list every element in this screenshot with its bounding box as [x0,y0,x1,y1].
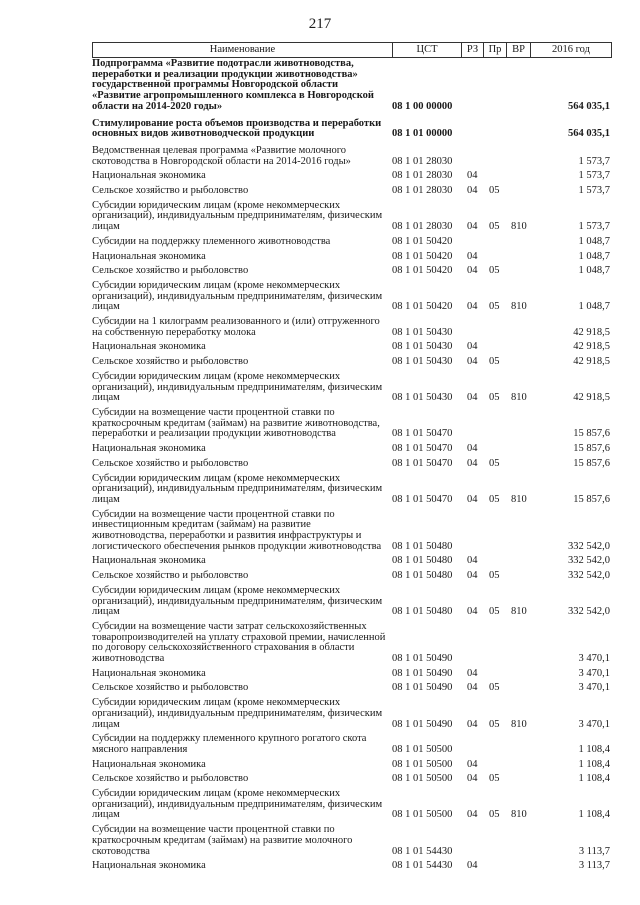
row-name: Подпрограмма «Развитие подотрасли животноводства, переработки и реализации продукции животноводства» государственной программы Новгородской области «Развитие агропромышленного комплекса в Новгородской области на 2014-2020 годы» [92,58,374,112]
row-rz: 04 [467,356,478,368]
row-amount: 3 113,7 [578,845,610,857]
row-amount: 15 857,6 [573,457,610,469]
row-cst: 08 1 01 00000 [392,128,453,140]
row-amount: 1 573,7 [578,221,610,233]
row-rz: 04 [467,265,478,277]
row-cst: 08 1 01 50500 [392,758,453,770]
row-rz: 04 [467,170,478,182]
row-vr: 810 [511,221,527,233]
row-pr: 05 [489,493,500,505]
row-vr: 810 [511,301,527,313]
row-cst: 08 1 01 50430 [392,392,453,404]
row-cst: 08 1 01 50420 [392,265,453,277]
row-name: Национальная экономика [92,555,206,567]
row-name: Субсидии на поддержку племенного крупного рогатого скота мясного направления [92,733,367,755]
row-amount: 332 542,0 [568,606,610,618]
row-name: Субсидии на поддержку племенного животноводства [92,235,331,247]
row-amount: 3 470,1 [578,718,610,730]
table-row [92,556,610,567]
row-cst: 08 1 01 28030 [392,155,453,167]
table-row [92,186,610,197]
row-name: Сельское хозяйство и рыболовство [92,682,249,694]
header-pr: Пр [484,43,507,57]
row-amount: 42 918,5 [573,341,610,353]
row-amount: 1 048,7 [578,301,610,313]
row-vr: 810 [511,606,527,618]
row-rz: 04 [467,606,478,618]
table-row [92,59,610,113]
row-name: Субсидии юридическим лицам (кроме некоммерческих организаций), индивидуальным предпринимателям, физическим лицам [92,370,383,404]
row-rz: 04 [467,493,478,505]
table-row [92,774,610,785]
row-amount: 1 108,4 [578,773,610,785]
row-rz: 04 [467,860,478,872]
row-rz: 04 [467,392,478,404]
table-row [92,444,610,455]
row-name: Субсидии юридическим лицам (кроме некоммерческих организаций), индивидуальным предпринимателям, физическим лицам [92,697,383,730]
row-rz: 04 [467,773,478,785]
table-row [92,698,610,730]
table-row [92,171,610,182]
row-name: Национальная экономика [92,443,206,455]
table-row [92,622,610,665]
row-amount: 1 573,7 [578,155,610,167]
row-vr: 810 [511,493,527,505]
row-amount: 3 470,1 [578,682,610,694]
row-amount: 332 542,0 [568,570,610,582]
table-row [92,357,610,368]
row-rz: 04 [467,667,478,679]
row-cst: 08 1 01 54430 [392,860,453,872]
row-cst: 08 1 01 50500 [392,809,453,821]
table-row [92,760,610,771]
table-row [92,734,610,755]
table-row [92,789,610,821]
header-vr: ВР [507,43,531,57]
row-name: Субсидии юридическим лицам (кроме некоммерческих организаций), индивидуальным предпринимателям, физическим лицам [92,788,383,821]
row-name: Национальная экономика [92,170,206,182]
row-vr: 810 [511,809,527,821]
table-row [92,825,610,857]
table-row [92,266,610,277]
header-year: 2016 год [552,44,590,55]
row-amount: 15 857,6 [573,493,610,505]
row-vr: 810 [511,392,527,404]
row-rz: 04 [467,570,478,582]
row-pr: 05 [489,718,500,730]
row-cst: 08 1 01 50490 [392,653,453,665]
row-name: Субсидии юридическим лицам (кроме некоммерческих организаций), индивидуальным предпринимателям, физическим лицам [92,199,383,233]
row-name: Ведомственная целевая программа «Развитие молочного скотоводства в Новгородской области на 2014-2016 годы» [92,144,351,167]
row-cst: 08 1 01 50430 [392,356,453,368]
row-amount: 3 113,7 [578,860,610,872]
row-cst: 08 1 01 50470 [392,443,453,455]
row-rz: 04 [467,555,478,567]
row-amount: 1 048,7 [578,265,610,277]
row-pr: 05 [489,301,500,313]
row-name: Субсидии на возмещение части процентной ставки по инвестиционным кредитам (займам) на развитие животноводства, переработки и развития инфраструктуры и логистического обеспечения рынков продукции животноводства [92,508,382,552]
row-cst: 08 1 01 50490 [392,667,453,679]
row-cst: 08 1 01 28030 [392,221,453,233]
row-name: Сельское хозяйство и рыболовство [92,265,249,277]
table-header [92,42,612,58]
row-cst: 08 1 01 50430 [392,341,453,353]
table-row [92,510,610,553]
row-amount: 1 108,4 [578,743,610,755]
table-body [92,59,610,876]
row-name: Национальная экономика [92,341,206,353]
row-pr: 05 [489,809,500,821]
row-cst: 08 1 01 50480 [392,606,453,618]
row-pr: 05 [489,570,500,582]
row-rz: 04 [467,682,478,694]
row-rz: 04 [467,221,478,233]
table-row [92,861,610,872]
row-name: Субсидии юридическим лицам (кроме некоммерческих организаций), индивидуальным предпринимателям, физическим лицам [92,279,383,313]
row-cst: 08 1 01 28030 [392,170,453,182]
table-row [92,237,610,248]
row-cst: 08 1 01 50420 [392,235,453,247]
table-row [92,459,610,470]
row-name: Сельское хозяйство и рыболовство [92,570,249,582]
row-cst: 08 1 01 50480 [392,570,453,582]
row-amount: 3 470,1 [578,667,610,679]
row-cst: 08 1 01 50500 [392,773,453,785]
row-name: Национальная экономика [92,860,206,872]
row-pr: 05 [489,773,500,785]
row-name: Субсидии на 1 килограмм реализованного и (или) отгруженного на собственную переработку молока [92,316,380,338]
row-rz: 04 [467,185,478,197]
row-cst: 08 1 01 50420 [392,301,453,313]
row-rz: 04 [467,301,478,313]
row-amount: 42 918,5 [573,356,610,368]
table-row [92,119,610,140]
table-row [92,252,610,263]
row-pr: 05 [489,221,500,233]
row-cst: 08 1 01 50420 [392,250,453,262]
row-name: Субсидии юридическим лицам (кроме некоммерческих организаций), индивидуальным предпринимателям, физическим лицам [92,472,383,505]
row-amount: 564 035,1 [568,100,610,112]
row-amount: 1 108,4 [578,758,610,770]
table-row [92,281,610,313]
row-cst: 08 1 01 50470 [392,493,453,505]
row-amount: 1 048,7 [578,235,610,247]
row-name: Субсидии юридическим лицам (кроме некоммерческих организаций), индивидуальным предпринимателям, физическим лицам [92,584,383,618]
row-amount: 15 857,6 [573,443,610,455]
page-number: 217 [308,16,332,32]
row-rz: 04 [467,250,478,262]
row-amount: 15 857,6 [573,428,610,440]
row-cst: 08 1 00 00000 [392,100,453,112]
row-rz: 04 [467,443,478,455]
row-name: Сельское хозяйство и рыболовство [92,185,249,197]
table-row [92,317,610,338]
row-name: Сельское хозяйство и рыболовство [92,773,249,785]
row-amount: 1 108,4 [578,809,610,821]
table-row [92,683,610,694]
table-row [92,669,610,680]
row-pr: 05 [489,392,500,404]
row-rz: 04 [467,457,478,469]
row-name: Субсидии на возмещение части процентной ставки по краткосрочным кредитам (займам) на развитие животноводства, переработки и реализации продукции животноводства [92,406,380,440]
table-row [92,586,610,618]
table-row [92,146,610,167]
row-amount: 1 573,7 [578,185,610,197]
row-pr: 05 [489,606,500,618]
row-rz: 04 [467,809,478,821]
row-cst: 08 1 01 50470 [392,428,453,440]
row-pr: 05 [489,185,500,197]
table-row [92,372,610,404]
row-amount: 3 470,1 [578,653,610,665]
table-row [92,571,610,582]
row-name: Национальная экономика [92,667,206,679]
row-cst: 08 1 01 50430 [392,326,453,338]
header-name: Наименование [93,43,393,57]
row-name: Национальная экономика [92,250,206,262]
row-amount: 1 048,7 [578,250,610,262]
table-row [92,408,610,440]
row-pr: 05 [489,682,500,694]
header-rz: РЗ [462,43,484,57]
row-cst: 08 1 01 50480 [392,555,453,567]
row-name: Субсидии на возмещение части затрат сельскохозяйственных товаропроизводителей на уплату страховой премии, начисленной по договору сельскохозяйственного страхования в области животноводства [92,620,386,665]
row-name: Субсидии на возмещение части процентной ставки по краткосрочным кредитам (займам) на развитие молочного скотоводства [92,824,353,857]
row-cst: 08 1 01 50500 [392,743,453,755]
row-cst: 08 1 01 54430 [392,845,453,857]
header-cst: ЦСТ [393,43,462,57]
row-pr: 05 [489,265,500,277]
table-row [92,474,610,506]
row-rz: 04 [467,758,478,770]
row-rz: 04 [467,718,478,730]
row-amount: 42 918,5 [573,392,610,404]
row-pr: 05 [489,457,500,469]
row-amount: 42 918,5 [573,326,610,338]
row-cst: 08 1 01 50480 [392,540,453,552]
row-amount: 332 542,0 [568,555,610,567]
row-name: Стимулирование роста объемов производства и переработки основных видов животноводческой продукции [92,117,382,140]
table-row [92,201,610,233]
row-cst: 08 1 01 50490 [392,682,453,694]
row-name: Национальная экономика [92,758,206,770]
row-cst: 08 1 01 50470 [392,457,453,469]
row-amount: 564 035,1 [568,128,610,140]
row-vr: 810 [511,718,527,730]
row-pr: 05 [489,356,500,368]
row-cst: 08 1 01 28030 [392,185,453,197]
row-name: Сельское хозяйство и рыболовство [92,457,249,469]
row-rz: 04 [467,341,478,353]
table-row [92,342,610,353]
row-name: Сельское хозяйство и рыболовство [92,356,249,368]
row-amount: 332 542,0 [568,540,610,552]
row-cst: 08 1 01 50490 [392,718,453,730]
row-amount: 1 573,7 [578,170,610,182]
